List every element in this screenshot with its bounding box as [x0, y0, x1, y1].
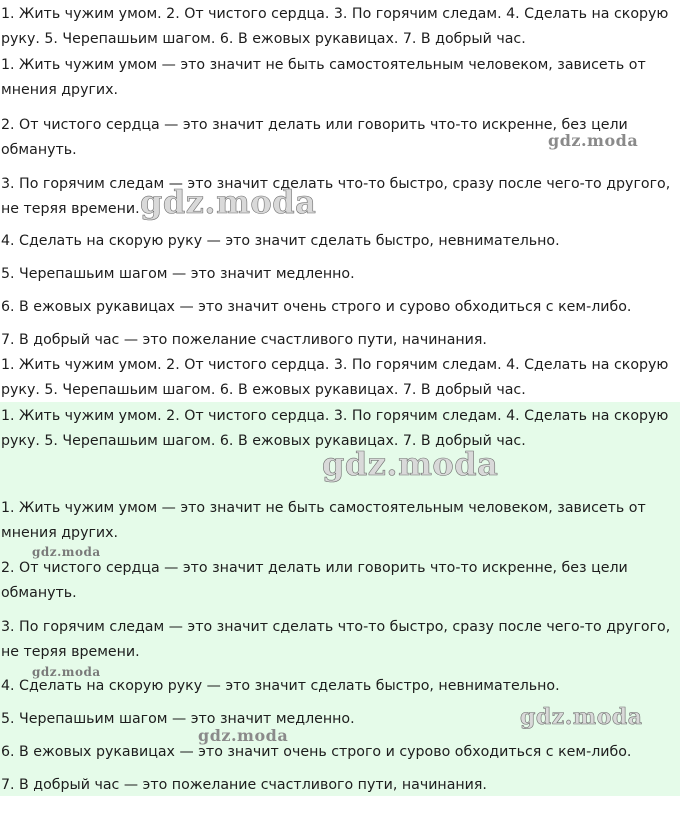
watermark-logo: gdz.moda: [198, 726, 289, 745]
answer-item-5: 5. Черепашьим шагом — это значит медленно.: [1, 266, 355, 282]
answer-item-7: 7. В добрый час — это пожелание счастливого пути, начинания.: [1, 332, 487, 348]
highlighted-item-5: 5. Черепашьим шагом — это значит медленно.: [1, 711, 355, 727]
answer-item-6: 6. В ежовых рукавицах — это значит очень строго и сурово обходиться с кем-либо.: [1, 299, 632, 315]
watermark-logo: gdz.moda: [322, 445, 499, 483]
answer-item-3: 3. По горячим следам — это значит сделать что-то быстро, сразу после чего-то другого, не теряя времени.: [1, 176, 671, 217]
summary-text: 1. Жить чужим умом. 2. От чистого сердца. 3. По горячим следам. 4. Сделать на скорую руку. 5. Черепашьим шагом. 6. В ежовых рукавицах. 7. В добрый час.: [1, 6, 669, 47]
watermark-logo: gdz.moda: [548, 131, 639, 150]
watermark-logo: gdz.moda: [32, 665, 101, 679]
watermark-logo: gdz.moda: [520, 704, 643, 730]
highlighted-item-2: 2. От чистого сердца — это значит делать или говорить что-то искренне, без цели обмануть.: [1, 560, 628, 601]
highlighted-item-1: 1. Жить чужим умом — это значит не быть самостоятельным человеком, зависеть от мнения других.: [1, 500, 646, 541]
watermark-logo: gdz.moda: [32, 545, 101, 559]
summary-text-repeat: 1. Жить чужим умом. 2. От чистого сердца. 3. По горячим следам. 4. Сделать на скорую руку. 5. Черепашьим шагом. 6. В ежовых рукавицах. 7. В добрый час.: [1, 357, 669, 398]
highlighted-item-4: 4. Сделать на скорую руку — это значит сделать быстро, невнимательно.: [1, 678, 560, 694]
answer-item-2: 2. От чистого сердца — это значит делать или говорить что-то искренне, без цели обмануть.: [1, 117, 628, 158]
watermark-logo: gdz.moda: [140, 183, 317, 221]
highlighted-item-3: 3. По горячим следам — это значит сделать что-то быстро, сразу после чего-то другого, не теряя времени.: [1, 619, 671, 660]
highlighted-item-6: 6. В ежовых рукавицах — это значит очень строго и сурово обходиться с кем-либо.: [1, 744, 632, 760]
summary-text-highlighted: 1. Жить чужим умом. 2. От чистого сердца. 3. По горячим следам. 4. Сделать на скорую руку. 5. Черепашьим шагом. 6. В ежовых рукавицах. 7. В добрый час.: [1, 408, 669, 449]
answer-item-4: 4. Сделать на скорую руку — это значит сделать быстро, невнимательно.: [1, 233, 560, 249]
highlighted-item-7: 7. В добрый час — это пожелание счастливого пути, начинания.: [1, 777, 487, 793]
answer-item-1: 1. Жить чужим умом — это значит не быть самостоятельным человеком, зависеть от мнения других.: [1, 57, 646, 98]
